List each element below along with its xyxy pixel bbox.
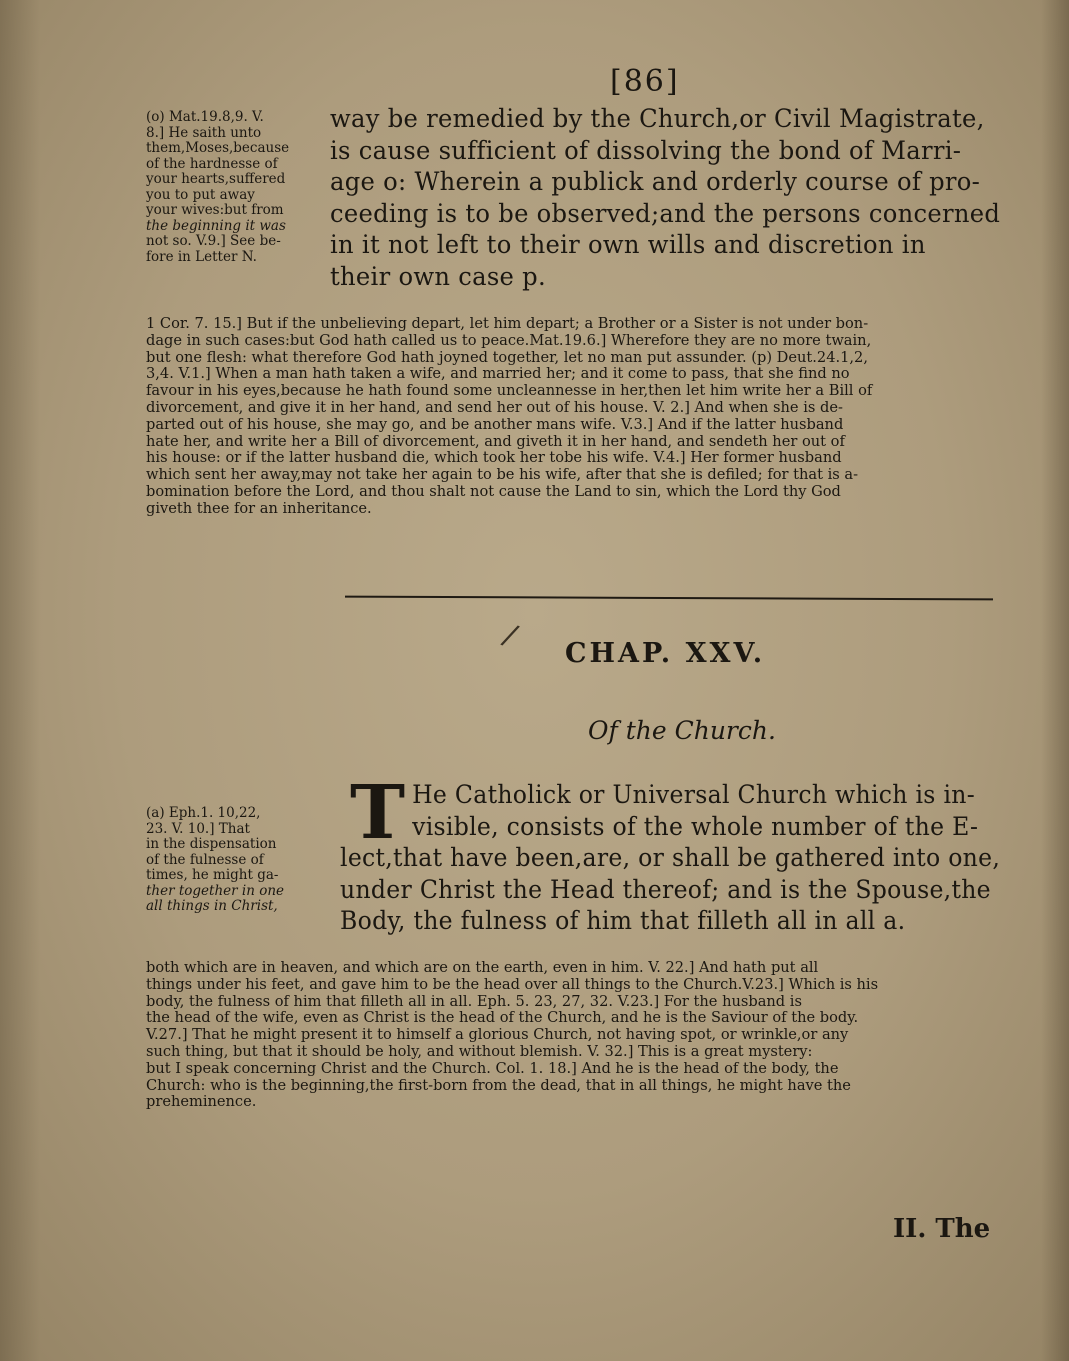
footnote-line: both which are in heaven, and which are on the earth, even in him. V. 22.] And hath put all xyxy=(146,959,819,976)
footnote-line: Church: who is the beginning,the first-born from the dead, that in all things, he might have the xyxy=(146,1076,851,1094)
footnote-line: hate her, and write her a Bill of divorcement, and giveth it in her hand, and sendeth her out of xyxy=(146,432,845,450)
sidenote-line: ther together in one xyxy=(146,882,285,899)
footnote-line: things under his feet, and gave him to be the head over all things to the Church.V.23.] Which is his xyxy=(146,975,879,993)
footnote-line: divorcement, and give it in her hand, and send her out of his house. V. 2.] And when she is de- xyxy=(146,398,843,416)
sidenote-line: fore in Letter N. xyxy=(146,248,257,265)
main-line: their own case p. xyxy=(330,261,546,292)
footnote-line: but I speak concerning Christ and the Church. Col. 1. 18.] And he is the head of the body, the xyxy=(146,1059,839,1077)
main-line: ceeding is to be observed;and the persons concerned xyxy=(330,198,1001,229)
page-right-edge xyxy=(1041,0,1069,1361)
sidenote-line: your hearts,suffered xyxy=(146,171,286,187)
sidenote-line: (o) Mat.19.8,9. V. xyxy=(146,109,264,125)
main-line: way be remedied by the Church,or Civil Magistrate, xyxy=(330,104,985,134)
page-number: [86] xyxy=(610,64,680,99)
chapter-footnote xyxy=(146,960,996,1111)
sidenote-line: 23. V. 10.] That xyxy=(146,820,250,837)
footnote-line: giveth thee for an inheritance. xyxy=(146,499,372,517)
main-line: under Christ the Head thereof; and is the Spouse,the xyxy=(340,874,991,905)
footnote-line: body, the fulness of him that filleth all in all. Eph. 5. 23, 27, 32. V.23.] For the husband is xyxy=(146,992,802,1010)
page-left-shadow xyxy=(0,0,40,1361)
main-line: lect,that have been,are, or shall be gathered into one, xyxy=(340,843,1001,873)
footnote-line: bomination before the Lord, and thou shalt not cause the Land to sin, which the Lord thy God xyxy=(146,482,841,500)
chapter-main-text xyxy=(340,780,1054,938)
footnote-line: dage in such cases:but God hath called us to peace.Mat.19.6.] Wherefore they are no more twain, xyxy=(146,331,872,349)
footnote-line: which sent her away,may not take her again to be his wife, after that she is defiled; for that is a- xyxy=(146,466,859,484)
sidenote-line: of the hardnesse of xyxy=(146,155,278,172)
footnote-line: V.27.] That he might present it to himself a glorious Church, not having spot, or wrinkle,or any xyxy=(146,1026,849,1044)
main-line: visible, consists of the whole number of the E- xyxy=(412,811,979,842)
sidenote-line: (a) Eph.1. 10,22, xyxy=(146,805,261,821)
sidenote-line: all things in Christ, xyxy=(146,898,278,914)
main-line: is cause sufficient of dissolving the bond of Marri- xyxy=(330,135,962,166)
sidenote-line: them,Moses,because xyxy=(146,140,290,156)
chapter-subtitle: Of the Church. xyxy=(588,716,776,745)
sidenote-line: the beginning it was xyxy=(146,217,286,234)
footnote-line: preheminence. xyxy=(146,1093,257,1111)
footnote-line: favour in his eyes,because he hath found some uncleannesse in her,then let him write her a Bill of xyxy=(146,382,873,400)
sidenote-line: your wives:but from xyxy=(146,202,284,218)
footnote-line: his house: or if the latter husband die, which took her tobe his wife. V.4.] Her former husband xyxy=(146,449,842,467)
footnote-line: but one flesh: what therefore God hath joyned together, let no man put assunder. (p) Deut.24.1,2, xyxy=(146,348,868,366)
ink-mark: / xyxy=(498,617,523,654)
main-line: He Catholick or Universal Church which is in- xyxy=(412,780,975,810)
sidenote-line: you to put away xyxy=(146,186,255,203)
sidenote-line: not so. V.9.] See be- xyxy=(146,233,281,249)
footnote-line: 1 Cor. 7. 15.] But if the unbelieving depart, let him depart; a Brother or a Sister is not under bon- xyxy=(146,315,869,332)
footnote-line: parted out of his house, she may go, and be another mans wife. V.3.] And if the latter husband xyxy=(146,415,844,433)
footnote-line: such thing, but that it should be holy, and without blemish. V. 32.] This is a great mystery: xyxy=(146,1042,813,1060)
top-footnote xyxy=(146,316,996,518)
chapter-sidenote xyxy=(146,806,344,915)
main-line: in it not left to their own wills and discretion in xyxy=(330,230,926,260)
drop-cap: T xyxy=(350,770,406,856)
sidenote-line: 8.] He saith unto xyxy=(146,124,262,141)
main-line: age o: Wherein a publick and orderly course of pro- xyxy=(330,167,981,197)
footnote-line: 3,4. V.1.] When a man hath taken a wife, and married her; and it come to pass, that she find no xyxy=(146,365,850,383)
top-main-text xyxy=(330,104,1035,293)
main-line: Body, the fulness of him that filleth all in all a. xyxy=(340,906,906,936)
section-divider xyxy=(345,596,993,601)
sidenote-line: times, he might ga- xyxy=(146,867,279,883)
catchword: II. The xyxy=(893,1214,991,1244)
sidenote-line: in the dispensation xyxy=(146,836,277,852)
chapter-title: CHAP. XXV. xyxy=(565,638,766,669)
top-sidenote xyxy=(146,110,344,265)
sidenote-line: of the fulnesse of xyxy=(146,851,264,868)
footnote-line: the head of the wife, even as Christ is the head of the Church, and he is the Saviour of the body. xyxy=(146,1009,859,1027)
